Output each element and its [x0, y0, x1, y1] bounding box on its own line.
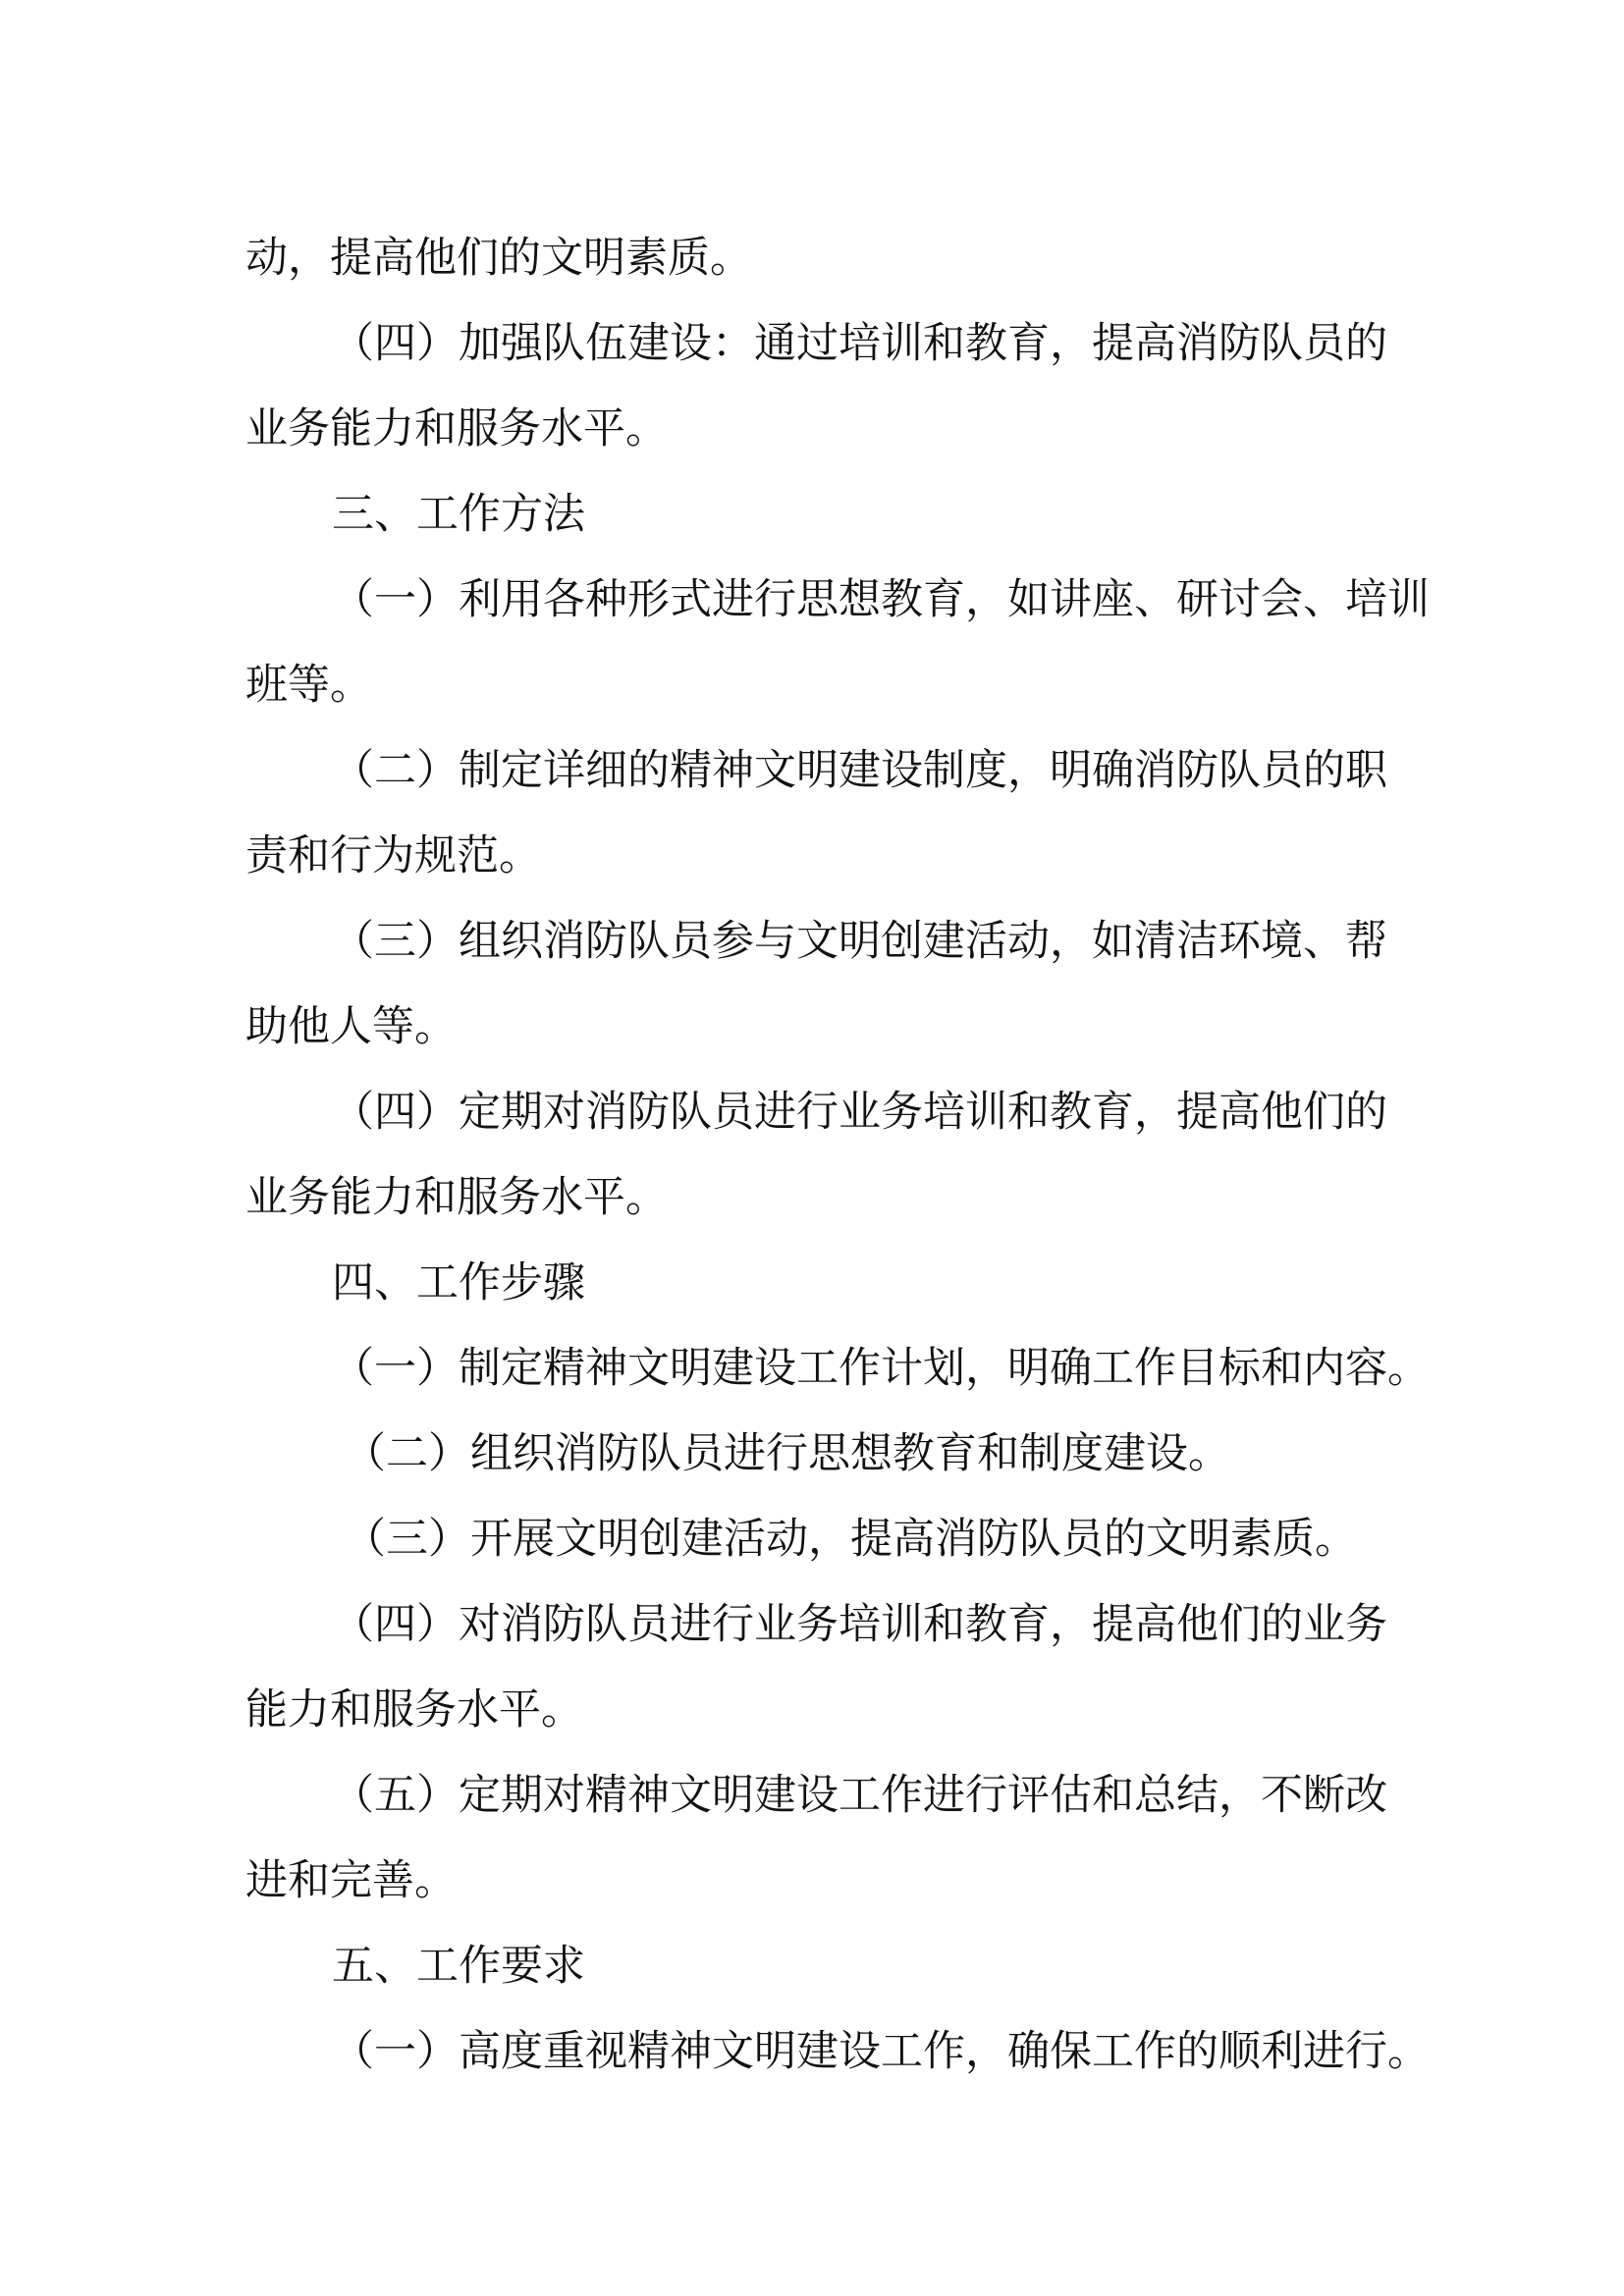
body-line-continuation: 业务能力和服务水平。 — [245, 404, 668, 454]
body-line-continuation: 能力和服务水平。 — [245, 1685, 583, 1735]
list-item-method-2: （二）制定详细的精神文明建设制度，明确消防队员的职 — [332, 746, 1387, 795]
body-line-continuation: 助他人等。 — [245, 1002, 457, 1051]
body-line-continuation: 班等。 — [245, 661, 372, 710]
body-line-continuation: 业务能力和服务水平。 — [245, 1173, 668, 1222]
section-heading-work-requirements: 五、工作要求 — [332, 1942, 585, 1991]
section-heading-work-methods: 三、工作方法 — [332, 490, 585, 539]
list-item-method-4: （四）定期对消防队员进行业务培训和教育，提高他们的 — [332, 1088, 1387, 1137]
list-item-method-3: （三）组织消防队员参与文明创建活动，如清洁环境、帮 — [332, 917, 1387, 966]
list-item-strengthen-team: （四）加强队伍建设：通过培训和教育，提高消防队员的 — [332, 319, 1387, 368]
body-line-continuation: 责和行为规范。 — [245, 831, 541, 881]
body-line-continuation: 动，提高他们的文明素质。 — [245, 234, 752, 283]
list-item-step-1: （一）制定精神文明建设工作计划，明确工作目标和内容。 — [332, 1344, 1430, 1393]
list-item-step-2: （二）组织消防队员进行思想教育和制度建设。 — [344, 1429, 1230, 1478]
section-heading-work-steps: 四、工作步骤 — [332, 1258, 585, 1308]
list-item-step-5: （五）定期对精神文明建设工作进行评估和总结，不断改 — [332, 1771, 1387, 1820]
list-item-method-1: （一）利用各种形式进行思想教育，如讲座、研讨会、培训 — [332, 575, 1430, 624]
body-line-continuation: 进和完善。 — [245, 1856, 457, 1905]
list-item-step-4: （四）对消防队员进行业务培训和教育，提高他们的业务 — [332, 1600, 1387, 1649]
list-item-requirement-1: （一）高度重视精神文明建设工作，确保工作的顺利进行。 — [332, 2027, 1430, 2076]
list-item-step-3: （三）开展文明创建活动，提高消防队员的文明素质。 — [344, 1515, 1357, 1564]
